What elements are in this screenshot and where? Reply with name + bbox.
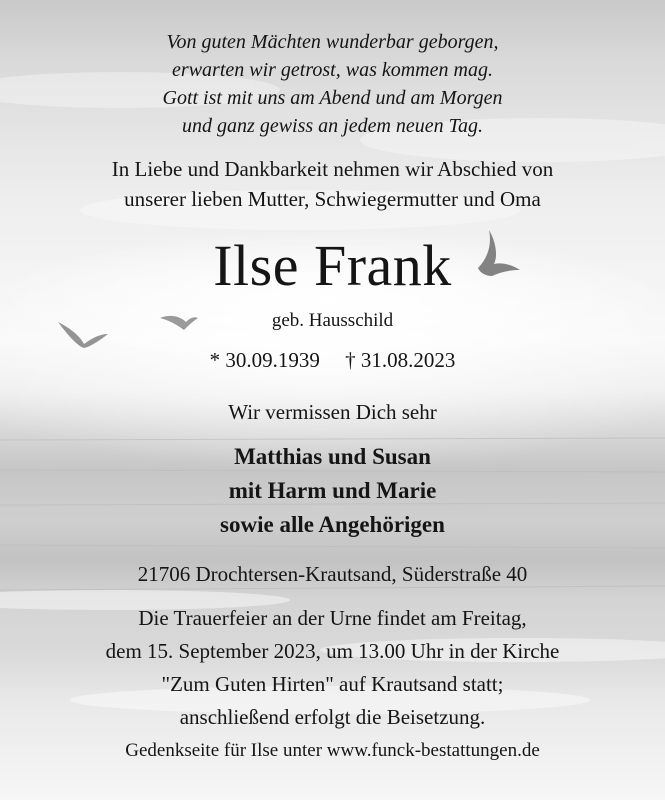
farewell-intro [0, 154, 665, 214]
service-line: Die Trauerfeier an der Urne findet am Freitag, [138, 606, 527, 630]
service-line: dem 15. September 2023, um 13.00 Uhr in der Kirche [105, 639, 560, 663]
mourners-list [0, 440, 665, 542]
memorial-page-link[interactable]: Gedenkseite für Ilse unter www.funck-bestattungen.de [125, 740, 540, 761]
missed-line: Wir vermissen Dich sehr [228, 400, 437, 424]
death-date: † 31.08.2023 [345, 348, 456, 372]
poem-verse [0, 28, 665, 140]
intro-line: In Liebe und Dankbarkeit nehmen wir Abschied von [111, 157, 554, 181]
poem-line: und ganz gewiss an jedem neuen Tag. [182, 115, 483, 137]
poem-line: Von guten Mächten wunderbar geborgen, [166, 31, 499, 53]
mourner-line: mit Harm und Marie [228, 478, 437, 503]
poem-line: Gott ist mit uns am Abend und am Morgen [162, 87, 503, 109]
intro-line: unserer lieben Mutter, Schwiegermutter und Oma [124, 187, 541, 211]
mourner-line: Matthias und Susan [234, 444, 431, 469]
family-address: 21706 Drochtersen-Krautsand, Süderstraße 40 [137, 562, 528, 586]
mourner-line: sowie alle Angehörigen [220, 512, 445, 537]
maiden-name: geb. Hausschild [271, 310, 394, 331]
funeral-service-info [0, 602, 665, 734]
service-line: anschließend erfolgt die Beisetzung. [179, 705, 486, 729]
birth-date: * 30.09.1939 [209, 348, 320, 372]
poem-line: erwarten wir getrost, was kommen mag. [172, 59, 493, 81]
life-dates [0, 346, 665, 374]
service-line: "Zum Guten Hirten" auf Krautsand statt; [161, 672, 504, 696]
deceased-name: Ilse Frank [213, 233, 452, 298]
